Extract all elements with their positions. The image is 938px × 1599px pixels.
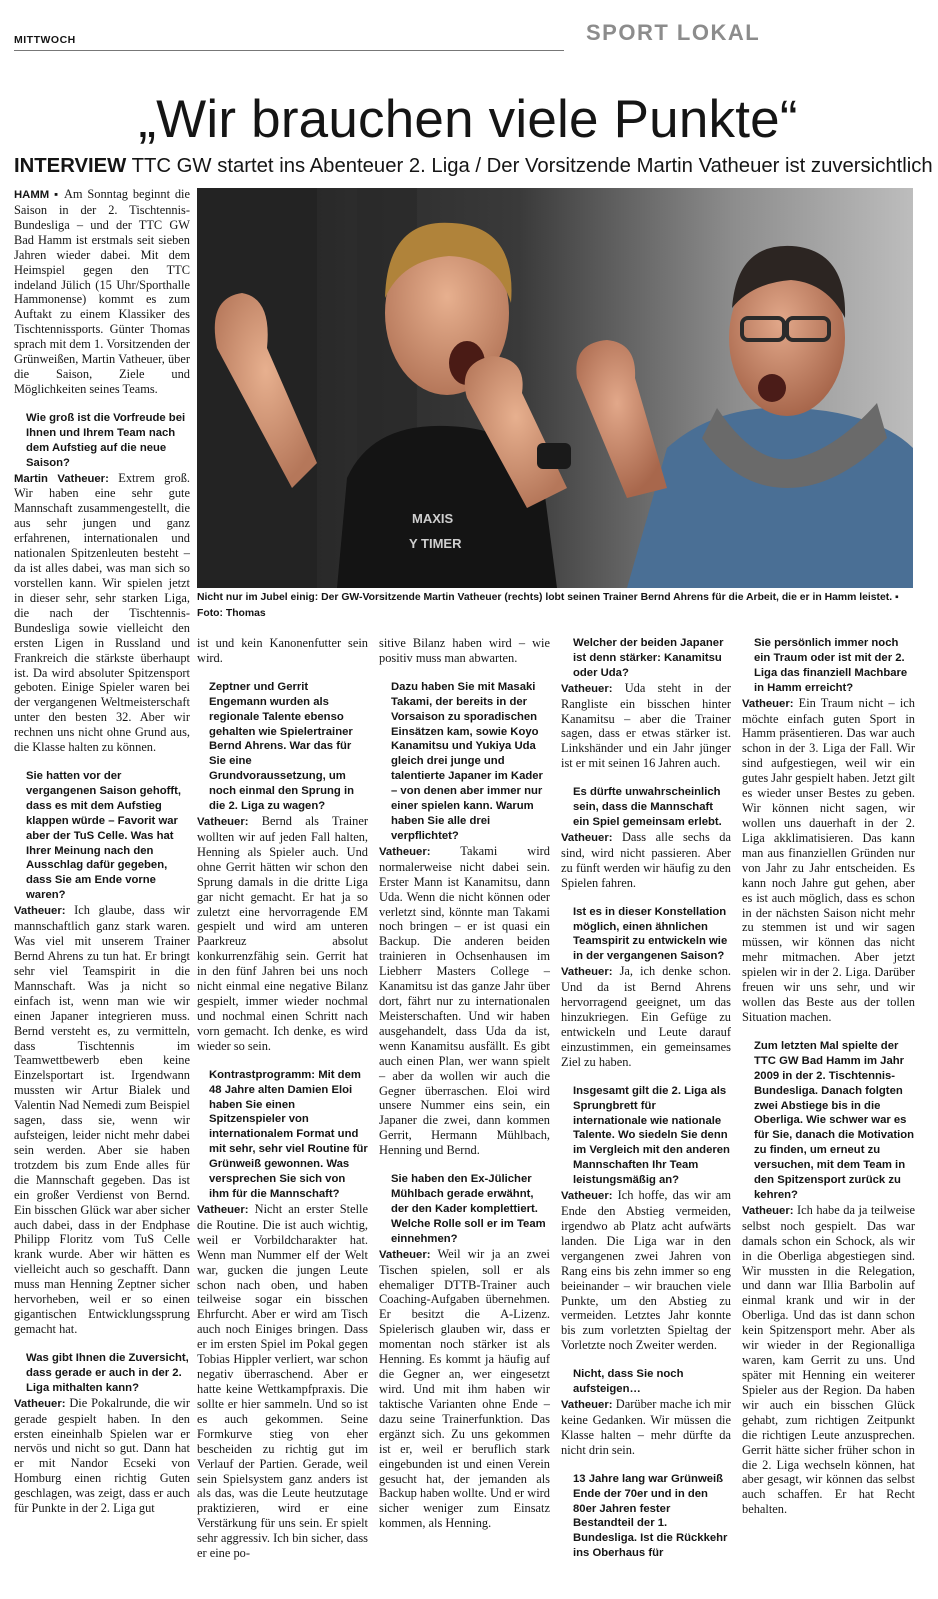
answer-text: Ich glaube, dass wir mannschaftlich ganz stark waren. Was viel mit unserem Trainer Bernd Ahrens zu tun hat. Er bringt sehr viel Teamspirit in die Mannschaft. Was ja nicht so einfach ist, wenn man wie wir einen Japaner integrieren muss. Bernd versteht es, zu vermitteln, dass Tischtennis im Teamwettbewerb eben keine Einzelsportart ist. Irgendwann mussten wir Artur Bialek und Valentin Nad Nemedi zum Beispiel sagen, dass sie, wenn wir aufsteigen, leider nicht mehr dabei sein werden. Aber sie haben trotzdem bis zum Ende alles für die Mannschaft gegeben. Das ist ein großer Verdienst von Bernd. Ein bisschen Glück war aber sicher auch dabei, dass in der Endphase Philipp Floritz vom TuS Celle krank wurde. Aber wir hätten es vielleicht auch so geschafft. Dann muss man Henning Zeptner sicher hervorheben, weil er so einen gigantischen Entwicklungssprung gemacht hat. [14,903,190,1337]
answer-text: Darüber mache ich mir keine Gedanken. Wir müssen die Klasse halten – mehr dürfte da nicht drin sein. [561,1397,731,1457]
interview-answer [197,636,368,666]
answer-text: Ich habe da ja teilweise selbst noch gespielt. Das war damals schon ein Schock, als wir in die Oberliga abgestiegen sind. Wir mussten in die Relegation, und dann war Illia Barbolin auf einmal krank und wir in der Oberliga. Und das ist dann schon kein Spitzensport mehr. Aber als wir wieder in der Regionalliga waren, kam Gerrit zu uns. Und später mit Henning ein weiterer Spieler aus der Region. Da haben wir auch ein bisschen Glück gehabt, zum richtigen Zeitpunkt die richtigen Leute anzusprechen. Gerrit hätte sicher früher schon in die 2. Liga wechseln können, hat aber gesagt, wir können das selbst auch schaffen. Er hat Recht behalten. [742,1202,915,1517]
interview-answer [14,903,190,1337]
speaker-label: Vatheuer: [561,682,613,695]
interview-question: Wie groß ist die Vorfreude bei Ihnen und Ihrem Team nach dem Aufstieg auf die neue Saison? [26,411,186,469]
interview-answer [561,830,731,891]
interview-question: Sie haben den Ex-Jülicher Mühlbach gerade erwähnt, der den Kader komplettiert. Welche Rolle soll er im Team einnehmen? [391,1173,546,1245]
interview-answer [561,681,731,772]
interview-question: Sie hatten vor der vergangenen Saison gehofft, dass es mit dem Aufstieg klappen würde – Favorit war aber der TuS Celle. Was hat Ihrer Meinung nach den Ausschlag dafür gegeben, dass Sie am Ende vorne waren? [26,770,182,902]
interview-question: Welcher der beiden Japaner ist denn stärker: Kanamitsu oder Uda? [573,637,724,679]
interview-question: Ist es in dieser Konstellation möglich, einen ähnlichen Teamspirit zu entwickeln wie in der vergangenen Saison? [573,905,728,963]
speaker-label: Vatheuer: [379,1248,431,1261]
interview-question: 13 Jahre lang war Grünweiß Ende der 70er und in den 80er Jahren fester Bestandteil der 1. Bundesliga. Ist die Rückkehr ins Oberhaus für [573,1472,728,1560]
article-column-3 [379,636,550,1531]
speaker-label: Vatheuer: [742,697,794,710]
speaker-label: Vatheuer: [742,1204,794,1217]
answer-text: Dass alle sechs da sind, wird nicht passieren. Aber zu fünft werden wir häufig zu den Spielen fahren. [561,829,731,890]
article-photo [197,188,913,588]
intro-paragraph [14,187,190,397]
speaker-label: Vatheuer: [561,1190,613,1203]
speaker-label: Vatheuer: [197,816,249,828]
interview-question: Zum letzten Mal spielte der TTC GW Bad Hamm im Jahr 2009 in der 2. Tischtennis-Bundesliga. Danach folgten zwei Abstiege bis in die Oberliga. Wie schwer war es für Sie, danach die Motivation zu finden, um erneut zu versuchen, mit dem Team in den Spitzensport zurück zu kehren? [754,1039,915,1201]
photo-caption: Nicht nur im Jubel einig: Der GW-Vorsitzende Martin Vatheuer (rechts) lobt seinen Trainer Bernd Ahrens für die Arbeit, die er in Hamm leistet. ▪ Foto: Thomas [197,592,899,619]
interview-question: Dazu haben Sie mit Masaki Takami, der bereits in der Vorsaison zu sporadischen Einsätzen kam, sowie Koyo Kanamitsu und Yukiya Uda gleich drei junge und talentierte Japaner im Kader – von denen aber immer nur einer spielen kann. Warum haben Sie alle drei verpflichtet? [391,680,543,842]
answer-text: Ein Traum nicht – ich möchte einfach guten Sport in Hamm präsentieren. Das war auch schon in der 3. Liga der Fall. Wir sind aufgestiegen, weil wir ein gutes Jahr gespielt haben. Jetzt gilt es wieder unser Bestes zu geben. Wir können nicht sagen, wir wollen uns dauerhaft in der 2. Liga akklimatisieren. Das kann man aus finanziellen Gründen nur von Jahr zu Jahr entscheiden. Es kann noch Jahre gut gehen, aber es ist auch möglich, dass es schon in der nächsten Saison nicht mehr zu stemmen ist und wir sagen müssen, wir können das nicht mehr mitmachen. Aber jetzt spielen wir in der 2. Liga. Darüber freuen wir uns sehr, und wir wollen das Beste aus der tollen Situation machen. [742,695,915,1024]
answer-text: Nicht an erster Stelle die Routine. Die ist auch wichtig, weil er Vorbildcharakter hat. Wenn man Nummer elf der Welt war, gucken die jungen Leute schon nach oben, und haben teilweise sogar ein bisschen Ehrfurcht. Aber er wird am Tisch auch noch Einiges bringen. Dass er im ersten Spiel im Pokal gegen Tobias Hippler verliert, war schon negativ überraschend. Aber er hatte keine Wettkampfpraxis. Die sollte er hier sammeln. Und so ist es auch gekommen. Seine Formkurve stieg von eher bescheiden zu richtig gut im Verlauf der Partien. Gerade, weil sein Spielsystem ganz anders ist als das, was die Leute heutzutage praktizieren, wird er eine Verstärkung für uns sein. Er spielt sehr aggressiv. Ich bin sicher, dass er eine po- [197,1201,368,1561]
article-column-1 [14,187,190,1516]
section-title: SPORT LOKAL [564,18,938,52]
interview-question: Insgesamt gilt die 2. Liga als Sprungbrett für internationale wie nationale Talente. Wo siedeln Sie denn im Vergleich mit den anderen Mannschaften Ihr Team leistungsmäßig an? [573,1084,730,1187]
interview-question: Nicht, dass Sie noch aufsteigen… [573,1368,684,1396]
interview-answer [742,1203,915,1517]
answer-text: sitive Bilanz haben wird – wie positiv muss man abwarten. [379,636,550,665]
speaker-label: Vatheuer: [14,905,66,918]
dateline: HAMM ▪ [14,189,60,201]
article-column-2 [197,636,368,1561]
answer-text: Bernd als Trainer wollten wir auf jeden Fall halten, Henning als Spieler auch. Und ohne Gerrit hätten wir schon den Sprung damals in die dritte Liga gar nicht gemacht. Er hat ja so zuletzt eine hervorragende EM gespielt und wird am unteren Paarkreuz absolut konkurrenzfähig sein. Gerrit hat in den fünf Jahren bei uns noch nicht einmal eine negative Bilanz gespielt, immer wieder nochmal und nochmal einen Schritt nach vorn gemacht. Ich denke, es wird wieder so sein. [197,814,368,1053]
speaker-label: Vatheuer: [14,1397,66,1410]
qa-block [14,411,190,1516]
interview-answer [379,844,550,1158]
interview-question: Kontrastprogramm: Mit dem 48 Jahre alten Damien Eloi haben Sie einen Spitzenspieler von internationalem Format und mit sehr, sehr viel Routine für Grünweiß gewonnen. Was versprechen Sie sich von ihm für die Mannschaft? [209,1068,368,1200]
answer-text: Takami wird normalerweise nicht dabei sein. Erster Mann ist Kanamitsu, dann Uda. Wenn die nicht können oder verletzt sind, könnte man Takami noch bringen – er ist quasi ein Backup. Die anderen beiden trainieren in Ochsenhausen im Liebherr Masters College – Kanamitsu ist das ganze Jahr über dort, fährt nur zu internationalen Meisterschaften. Und wir haben ausgehandelt, dass Uda da ist, wenn Kanamitsu ausfällt. Es gibt auch einen Plan, wer wann spielt – aber da wollen wir auch die Gegner überraschen. Eloi wird unsere Nummer eins sein, ein Japaner die zwei, dann kommen Gerrit, Hermann Mühlbach, Henning und Bernd. [379,843,550,1158]
speaker-label: Martin Vatheuer: [14,472,109,485]
subheadline-kicker: INTERVIEW [14,155,127,177]
interview-answer [197,1202,368,1561]
speaker-label: Vatheuer: [561,1399,613,1412]
interview-answer [561,1188,731,1353]
qa-block [742,636,915,1517]
subheadline [14,152,933,180]
interview-answer [14,471,190,756]
interview-answer [197,814,368,1054]
interview-answer [379,1247,550,1532]
answer-text: Ja, ich denke schon. Und da ist Bernd Ahrens hervorragend geeignet, um das hinzukriegen. Ein Gefüge zu entwickeln und Leute darauf einzustimmen, ein gemeinsames Ziel zu haben. [561,964,731,1069]
headline: „Wir brauchen viele Punkte“ [138,90,798,149]
speaker-label: Vatheuer: [379,845,431,858]
answer-text: Ich hoffe, das wir am Ende den Abstieg vermeiden, irgendwo ab Platz acht aufwärts landen. Die Liga war in den vergangenen zwei Jahren von Rang eins bis zehn immer so eng beieinander – wir brauchen viele Punkte, um den Abstieg zu vermeiden. Letztes Jahr konnte bis zum vorletzten Spieltag der Vorletzte noch Zweiter werden. [561,1188,731,1353]
speaker-label: Vatheuer: [561,966,613,979]
answer-text: Extrem groß. Wir haben eine sehr gute Mannschaft zusammengestellt, die aus sehr jungen und ganz erfahrenen, internationalen und nationalen Spitzenleuten besteht – da ist alles dabei, was man sich so vorstellen kann. Wir spielen jetzt in dieser sehr, sehr starken Liga, die nach der Tischtennis-Bundesliga sowie vielleicht den ersten Ligen in Russland und Frankreich die stärkste überhaupt ist. Da wird absoluter Spitzensport geboten. Einige Spieler waren bei der vergangenen Weltmeisterschaft unter den besten 32. Aber wir rechnen uns nicht ohne Grund aus, die Klasse halten zu können. [14,470,190,755]
page-header [14,18,938,52]
answer-text: Weil wir ja an zwei Tischen spielen, soll er als ehemaliger DTTB-Trainer auch Coaching-Aufgaben übernehmen. Er besitzt die A-Lizenz. Spielerisch glauben wir, dass er momentan noch stärker ist als Henning. Es kommt ja häufig auf die Gegner an, wer eingesetzt wird. Und mit ihm haben wir taktische Varianten ohne Ende – dazu seine Trainerfunktion. Das ergänzt sich. Zu uns gekommen ist er, weil er beruflich stark eingebunden ist und einen Verein gesucht hat, der jemanden als Backup haben wollte. Und er wird sicher weniger zum Einsatz kommen, als Henning. [379,1246,550,1531]
qa-block [561,636,731,1561]
interview-question: Es dürfte unwahrscheinlich sein, dass die Mannschaft ein Spiel gemeinsam erlebt. [573,786,722,829]
speaker-label: Vatheuer: [197,1203,249,1216]
shirt-print-line-2: Y TIMER [409,536,462,551]
article-column-4 [561,636,731,1561]
qa-block [197,636,368,1561]
shirt-print-line-1: MAXIS [412,511,454,526]
interview-answer [742,696,915,1025]
answer-text: Uda steht in der Rangliste ein bisschen hinter Kanamitsu – aber die Trainer sagen, dass er etwas stärker ist. Linkshänder und ein Jahr jünger ist er mit seinen 16 Jahren auch. [561,680,731,771]
interview-answer [14,1396,190,1516]
qa-block [379,636,550,1531]
interview-question: Sie persönlich immer noch ein Traum oder ist mit der 2. Liga das finanziell Machbare in Hamm erreicht? [754,637,908,694]
intro-text: Am Sonntag beginnt die Saison in der 2. Tischtennis-Bundesliga – und der TTC GW Bad Hamm ist erstmals seit sieben Jahren wieder dabei. Mit dem Heimspiel gegen den TTC indeland Jülich (15 Uhr/Sporthalle Hammonense) kommt es zum Auftakt zu einem Klassiker des Tischtennissports. Günter Thomas sprach mit dem 1. Vorsitzenden der Grünweißen, Martin Vatheuer, über die Saison, Ziele und Möglichkeiten seines Teams. [14,187,190,396]
interview-question: Was gibt Ihnen die Zuversicht, dass gerade er auch in der 2. Liga mithalten kann? [26,1351,189,1394]
interview-answer [379,636,550,666]
interview-question: Zeptner und Gerrit Engemann wurden als regionale Talente ebenso gehalten wie Spielertrainer Bernd Ahrens. War das für Sie eine Grundvoraussetzung, um noch einmal den Sprung in die 2. Liga zu wagen? [209,680,354,813]
answer-text: ist und kein Kanonenfutter sein wird. [197,636,368,665]
interview-answer [561,964,731,1069]
subheadline-text: TTC GW startet ins Abenteuer 2. Liga / Der Vorsitzende Martin Vatheuer ist zuversichtlich [131,155,933,177]
speaker-label: Vatheuer: [561,831,613,844]
answer-text: Die Pokalrunde, die wir gerade gespielt haben. In den ersten eineinhalb Spielen war er nervös und nicht so gut. Dann hat er mit Nandor Ecseki von Homburg einen richtig Guten geschlagen, was zeigt, dass er auch für Punkte in der 2. Liga gut [14,1395,190,1516]
photo-illustration [197,188,913,588]
issue-day: MITTWOCH [14,34,76,46]
interview-answer [561,1397,731,1458]
article-column-5 [742,636,915,1517]
